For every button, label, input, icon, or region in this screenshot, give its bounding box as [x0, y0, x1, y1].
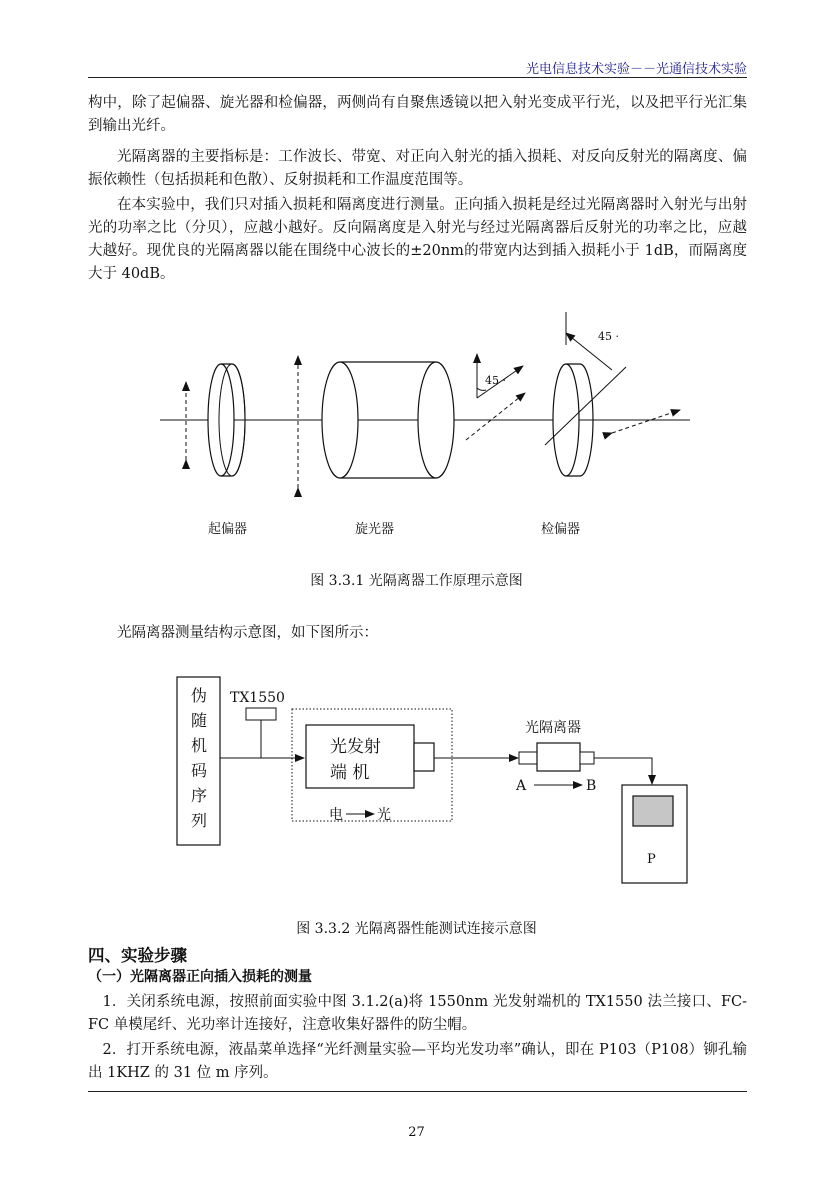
rotator-label: 旋光器 [355, 522, 395, 537]
figure1-caption: 图 3.3.1 光隔离器工作原理示意图 [310, 573, 523, 589]
polarizer-label: 起偏器 [208, 522, 248, 537]
transmitter-port [414, 743, 434, 771]
elec-label: 电 [329, 807, 343, 823]
angle-label-1: 45 · [485, 374, 506, 387]
opt-label: 光 [377, 807, 391, 823]
footer-rule [88, 1091, 747, 1092]
tx-connector [246, 708, 276, 720]
prbs-char-4: 码 [190, 761, 208, 780]
paragraph-2: 光隔离器的主要指标是：工作波长、带宽、对正向入射光的插入损耗、对反向反射光的隔离度、偏振依赖性（包括损耗和色散）、反射损耗和工作温度范围等。 [88, 149, 747, 188]
isolator-box [537, 743, 580, 771]
paragraph-1: 构中，除了起偏器、旋光器和检偏器，两侧尚有自聚焦透镜以把入射光变成平行光，以及把平行光汇集到输出光纤。 [88, 95, 747, 134]
prbs-char-5: 序 [190, 786, 208, 805]
fiber-line-2 [594, 758, 652, 784]
step-1: 1．关闭系统电源，按照前面实验中图 3.1.2(a)将 1550nm 光发射端机的 TX1550 法兰接口、FC-FC 单模尾纤、光功率计连接好，注意收集好器件的防尘帽。 [88, 994, 747, 1033]
prbs-char-2: 随 [190, 711, 208, 730]
running-header: 光电信息技术实验－－光通信技术实验 [525, 62, 747, 77]
tx-label: TX1550 [230, 690, 285, 706]
step-2: 2．打开系统电源，液晶菜单选择“光纤测量实验—平均光发功率”确认，即在 P103（P108）铆孔输出 1KHZ 的 31 位 m 序列。 [88, 1042, 747, 1081]
meter-display [633, 796, 673, 826]
isolator-label: 光隔离器 [525, 720, 581, 736]
figure2-caption: 图 3.3.2 光隔离器性能测试连接示意图 [296, 921, 537, 937]
port-b-label: B [586, 778, 597, 794]
transmitter-line1: 光发射 [330, 737, 381, 757]
page-number: 27 [408, 1125, 425, 1140]
prbs-char-3: 机 [190, 736, 208, 755]
angle-label-2: 45 · [598, 330, 619, 343]
meter-label: P [647, 852, 656, 867]
paragraph-3: 在本实验中，我们只对插入损耗和隔离度进行测量。正向插入损耗是经过光隔离器时入射光与出射光的功率之比（分贝），应越小越好。反向隔离度是入射光与经过光隔离器后反射光的功率之比，应越大越好。现优良的光隔离器以能在围绕中心波长的±20nm的带宽内达到插入损耗小于 1dB，而隔离度大于 40dB。 [88, 197, 747, 282]
subsection-title: （一）光隔离器正向插入损耗的测量 [88, 969, 312, 985]
port-a-label: A [516, 778, 527, 794]
prbs-char-6: 列 [190, 811, 208, 830]
figure2-intro: 光隔离器测量结构示意图，如下图所示： [117, 625, 378, 641]
transmitter-line2: 端 机 [330, 763, 370, 783]
section-title: 四、实验步骤 [88, 946, 187, 965]
prbs-char-1: 伪 [190, 686, 208, 705]
analyzer-label: 检偏器 [541, 522, 581, 537]
